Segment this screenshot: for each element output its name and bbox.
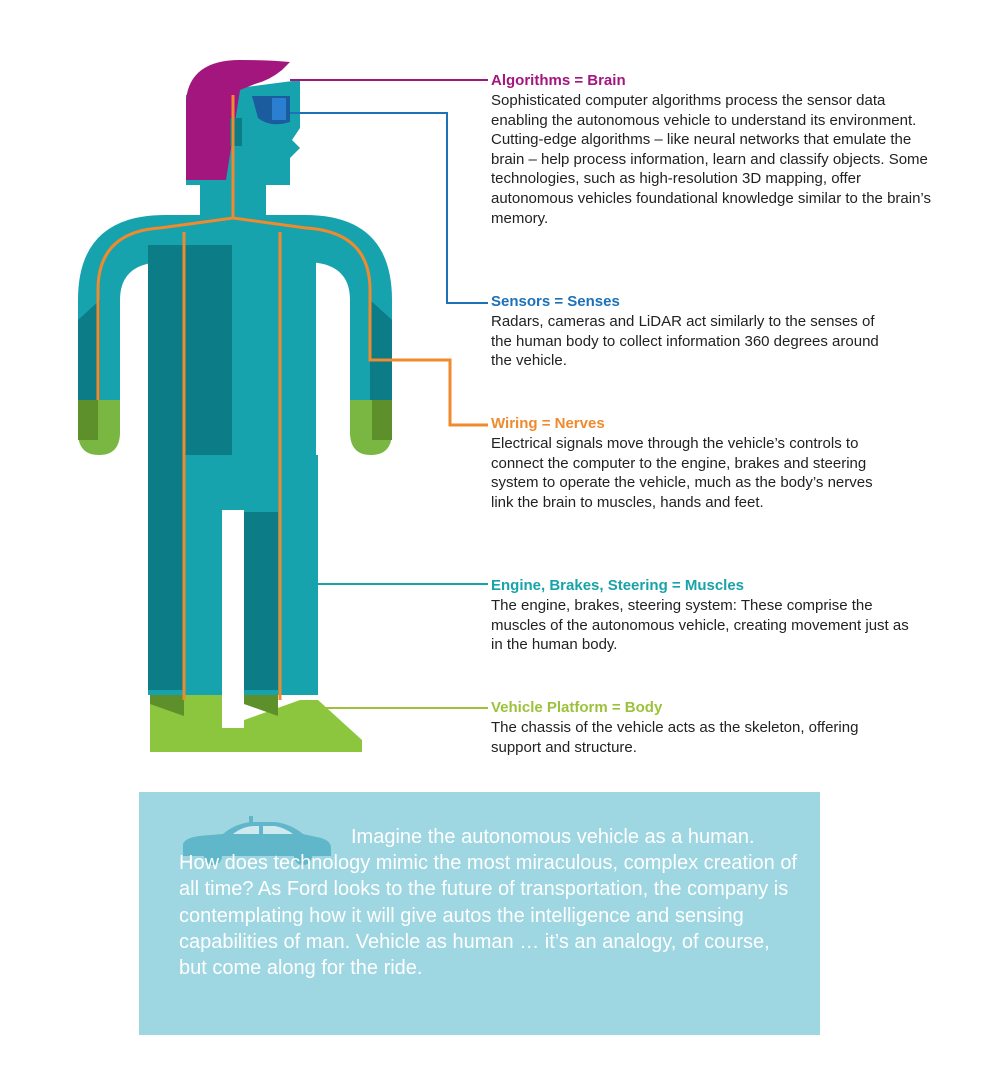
left-hand-shade	[78, 400, 98, 440]
item-nerves	[491, 414, 941, 512]
item-senses-body: Radars, cameras and LiDAR act similarly to the senses of the human body to collect information 360 degrees around the vehicle.	[491, 313, 879, 370]
callout-text	[179, 824, 799, 981]
eye-lens	[272, 98, 286, 120]
item-senses-title: Sensors = Senses	[491, 293, 620, 310]
left-leg-shade	[148, 455, 184, 690]
callout-text-content: Imagine the autonomous vehicle as a human. How does technology mimic the most miraculous, complex creation of all time? As Ford looks to the future of transportation, the company is contemplating how it will give autos the intelligence and sensing capabilities of man. Vehicle as human … it’s an analogy, of course, but come along for the ride.	[179, 826, 798, 980]
right-leg-shade	[244, 512, 278, 690]
item-nerves-body: Electrical signals move through the vehicle’s controls to connect the computer to the engine, brakes and steering system to operate the vehicle, much as the body’s nerves link the brain to muscles, hands and feet.	[491, 435, 873, 511]
torso-shading	[148, 245, 232, 455]
item-muscles	[491, 576, 941, 655]
item-senses	[491, 292, 941, 371]
item-brain-title: Algorithms = Brain	[491, 72, 626, 89]
item-muscles-title: Engine, Brakes, Steering = Muscles	[491, 577, 745, 594]
item-body-body: The chassis of the vehicle acts as the skeleton, offering support and structure.	[491, 719, 859, 756]
item-muscles-body: The engine, brakes, steering system: These comprise the muscles of the autonomous vehicle, creating movement just as in the human body.	[491, 597, 909, 654]
item-body	[491, 698, 941, 757]
item-brain	[491, 71, 941, 228]
leg-gap	[222, 512, 244, 728]
item-nerves-title: Wiring = Nerves	[491, 415, 605, 432]
item-body-title: Vehicle Platform = Body	[491, 699, 663, 716]
item-brain-body: Sophisticated computer algorithms process the sensor data enabling the autonomous vehicle to understand its environment. Cutting-edge algorithms – like neural networks that emulate the brain – help process information, learn and classify objects. Some technologies, such as high-resolution 3D mapping, offer autonomous vehicles foundational knowledge similar to the brain’s memory.	[491, 92, 931, 227]
callout-box	[139, 792, 820, 1035]
right-hand-shade	[372, 400, 392, 440]
